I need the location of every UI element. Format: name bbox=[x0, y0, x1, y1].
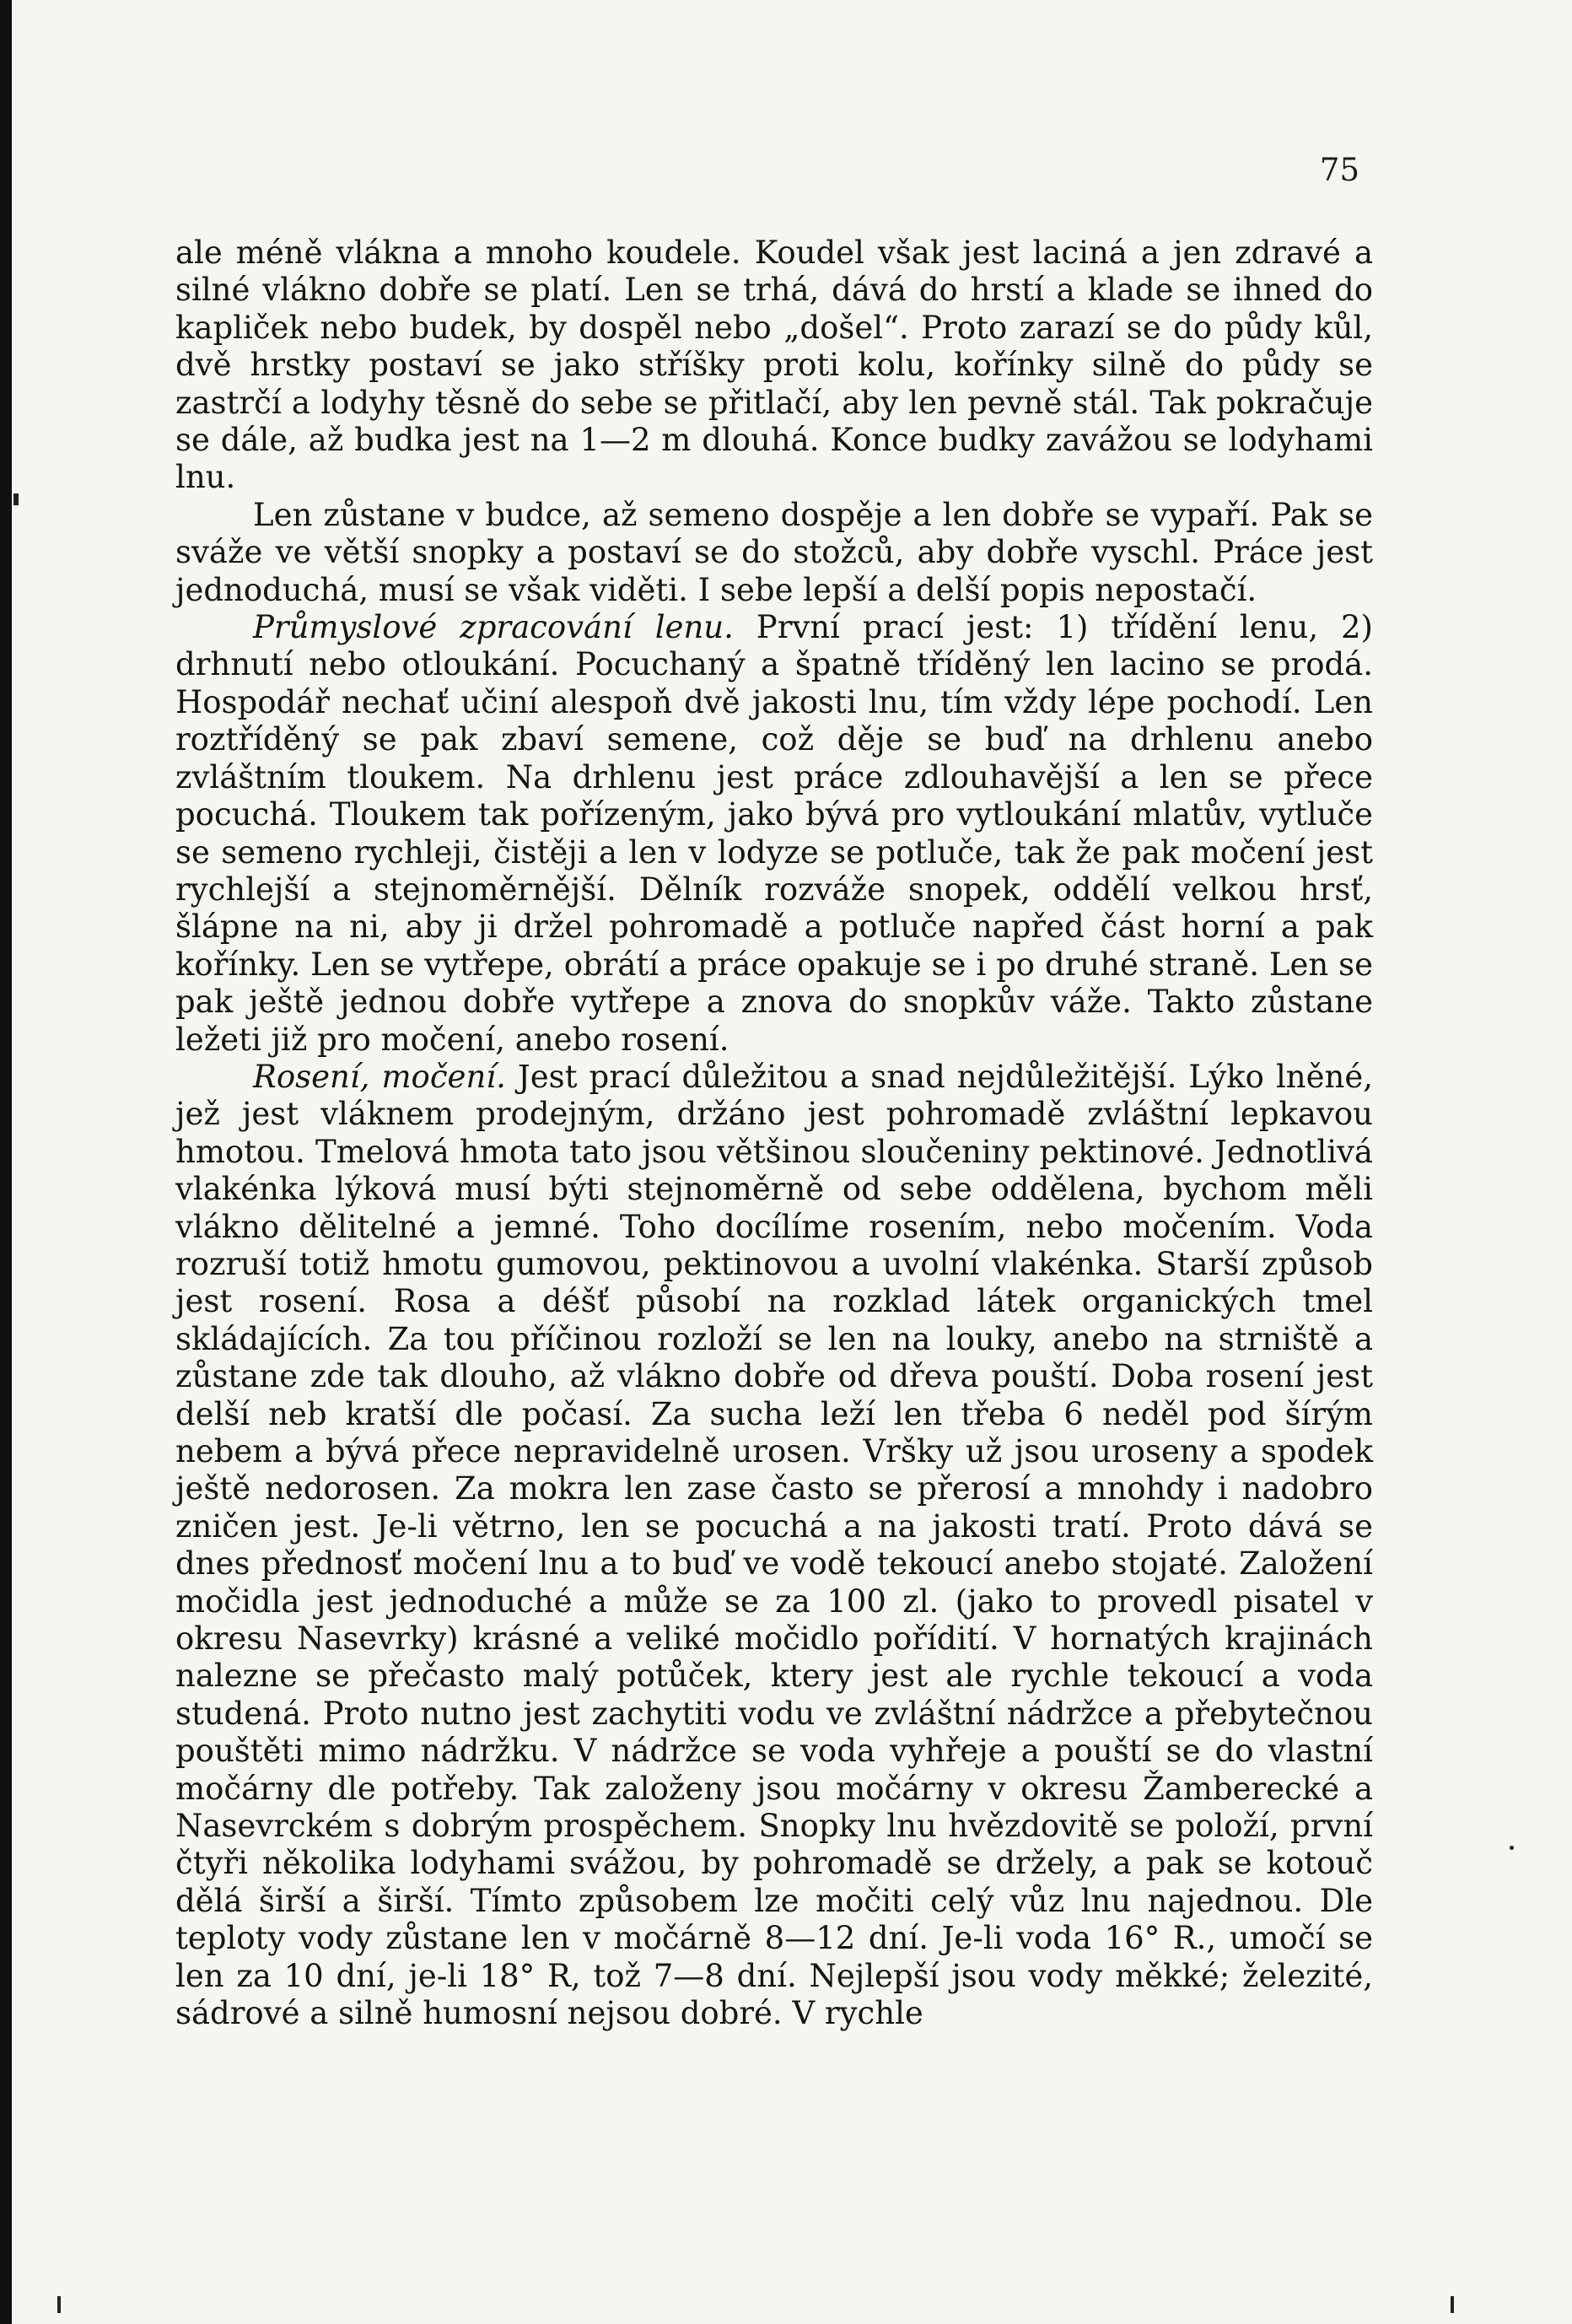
book-page bbox=[12, 0, 1572, 2324]
paragraph-3 bbox=[175, 609, 1373, 1059]
paragraph-1-text: ale méně vlákna a mnoho koudele. Koudel však jest laciná a jen zdravé a silné vlákno dobře se platí. Len se trhá, dává do hrstí a klade se ihned do kapliček nebo budek, by dospěl nebo „došel“. Proto zarazí se do půdy kůl, dvě hrstky postaví se jako stříšky proti kolu, kořínky silně do půdy se zastrčí a lodyhy těsně do sebe se přitlačí, aby len pevně stál. Tak pokračuje se dále, až budka jest na 1—2 m dlouhá. Konce budky zavážou se lodyhami lnu. bbox=[175, 235, 1373, 496]
paragraph-4-heading: Rosení, močení. bbox=[253, 1058, 506, 1095]
bottom-left-mark bbox=[57, 2296, 61, 2313]
paragraph-4-text: Jest prací důležitou a snad nejdůležitější. Lýko lněné, jež jest vláknem prodejným, držáno jest pohromadě zvláštní lepkavou hmotou. Tmelová hmota tato jsou většinou sloučeniny pektinové. Jednotlivá vlakénka lýková musí býti stejnoměrně od sebe oddělena, bychom měli vlákno dělitelné a jemné. Toho docílíme rosením, nebo močením. Voda rozruší totiž hmotu gumovou, pektinovou a uvolní vlakénka. Starší způsob jest rosení. Rosa a déšť působí na rozklad látek organických tmel skládajících. Za tou příčinou rozloží se len na louky, anebo na strniště a zůstane zde tak dlouho, až vlákno dobře od dřeva pouští. Doba rosení jest delší neb kratší dle počasí. Za sucha leží len třeba 6 neděl pod šírým nebem a bývá přece nepravidelně urosen. Vršky už jsou uroseny a spodek ještě nedorosen. Za mokra len zase často se přerosí a mnohdy i nadobro zničen jest. Je-li větrno, len se pocuchá a na jakosti tratí. Proto dává se dnes přednosť močení lnu a to buď ve vodě tekoucí anebo stojaté. Založení močidla jest jednoduché a může se za 100 zl. (jako to provedl pisatel v okresu Nasevrky) krásné a veliké močidlo pořídití. V hornatých krajinách nalezne se přečasto malý potůček, ktery jest ale rychle tekoucí a voda studená. Proto nutno jest zachytiti vodu ve zvláštní nádržce a přebytečnou pouštěti mimo nádržku. V nádržce se voda vyhřeje a pouští se do vlastní močárny dle potřeby. Tak založeny jsou močárny v okresu Žamberecké a Nasevrckém s dobrým prospěchem. Snopky lnu hvězdovitě se položí, první čtyři několika lodyhami svážou, by pohromadě se držely, a pak se kotouč dělá širší a širší. Tímto způsobem lze močiti celý vůz lnu najednou. Dle teploty vody zůstane len v močárně 8—12 dní. Je-li voda 16° R., umočí se len za 10 dní, je-li 18° R, tož 7—8 dní. Nejlepší jsou vody měkké; železité, sádrové a silně humosní nejsou dobré. V rychle bbox=[175, 1058, 1374, 2032]
left-margin-mark bbox=[13, 493, 19, 505]
right-margin-mark bbox=[1510, 1846, 1514, 1850]
paragraph-2-text: Len zůstane v budce, až semeno dospěje a len dobře se vypaří. Pak se sváže ve větší snopky a postaví se do stožců, aby dobře vyschl. Práce jest jednoduchá, musí se však viděti. I sebe lepší a delší popis nepostačí. bbox=[175, 496, 1373, 608]
body-text bbox=[175, 235, 1373, 2033]
paragraph-3-text: První prací jest: 1) třídění lenu, 2) drhnutí nebo otloukání. Pocuchaný a špatně tříděný len lacino se prodá. Hospodář nechať učiní alespoň dvě jakosti lnu, tím vždy lépe pochodí. Len roztříděný se pak zbaví semene, což děje se buď na drhlenu anebo zvláštním tloukem. Na drhlenu jest práce zdlouhavější a len se přece pocuchá. Tloukem tak pořízeným, jako bývá pro vytloukání mlatův, vytluče se semeno rychleji, čistěji a len v lodyze se potluče, tak že pak močení jest rychlejší a stejnoměrnější. Dělník rozváže snopek, oddělí velkou hrsť, šlápne na ni, aby ji držel pohromadě a potluče napřed část horní a pak kořínky. Len se vytřepe, obrátí a práce opakuje se i po druhé straně. Len se pak ještě jednou dobře vytřepe a znova do snopkův váže. Takto zůstane ležeti již pro močení, anebo rosení. bbox=[175, 609, 1373, 1058]
paragraph-1 bbox=[175, 235, 1373, 497]
paragraph-4 bbox=[175, 1059, 1373, 2033]
bottom-right-mark bbox=[1451, 2296, 1454, 2313]
page-number: 75 bbox=[1319, 152, 1359, 188]
scan-edge bbox=[0, 0, 12, 2324]
paragraph-2 bbox=[175, 497, 1373, 609]
paragraph-3-heading: Průmyslové zpracování lenu. bbox=[253, 609, 734, 646]
